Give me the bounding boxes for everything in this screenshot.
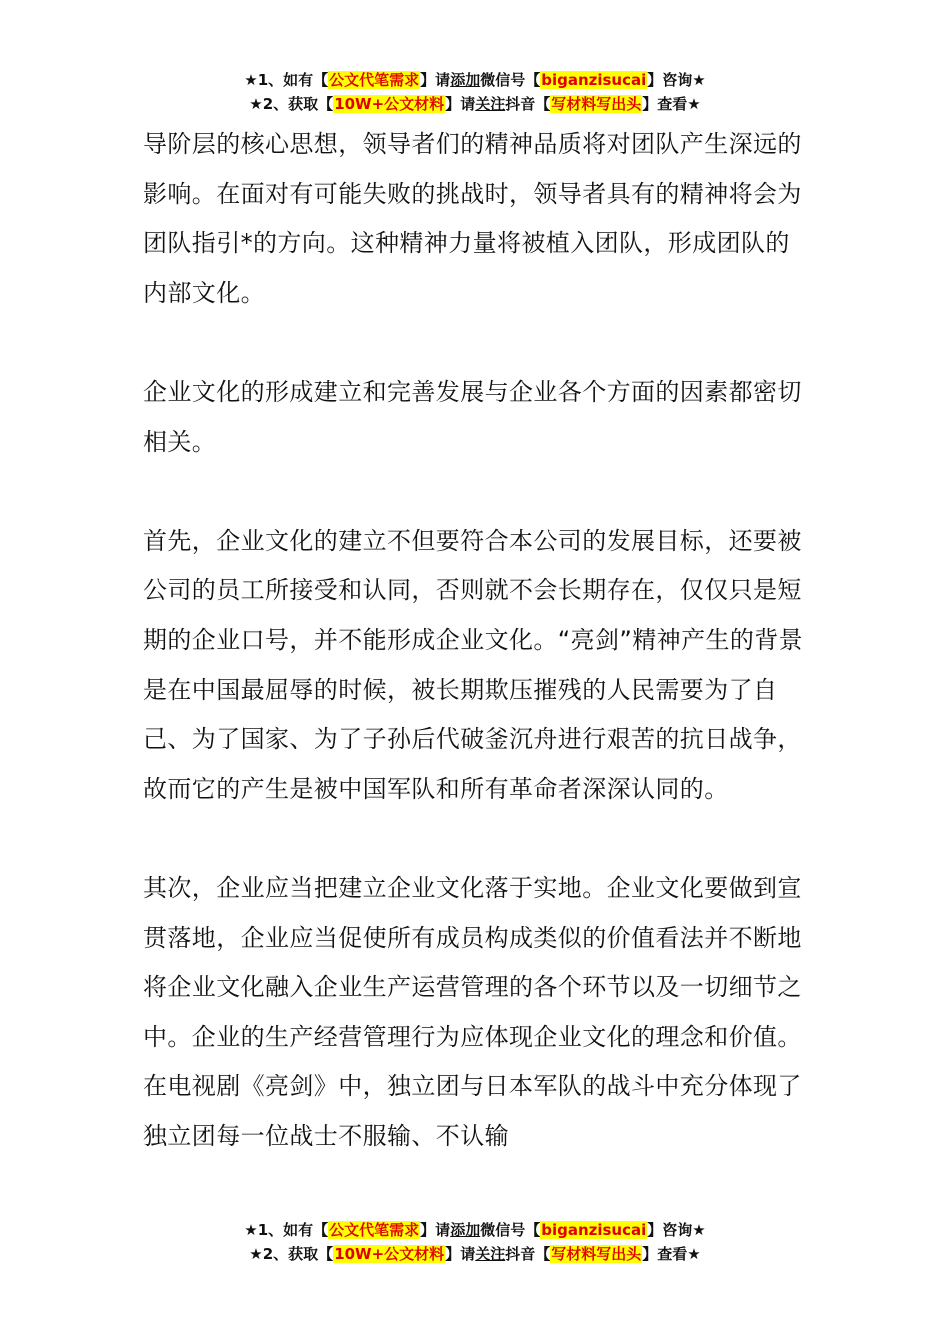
banner-highlight: 公文代笔需求 bbox=[329, 1221, 420, 1239]
banner-emphasis: 添加 bbox=[450, 1221, 481, 1239]
banner-text: 】请 bbox=[445, 95, 476, 113]
paragraph: 其次，企业应当把建立企业文化落于实地。企业文化要做到宣贯落地，企业应当促使所有成员构成类似的价值看法并不断地将企业文化融入企业生产运营管理的各个环节以及一切细节之中。企业的生产经营管理行为应体现企业文化的理念和价值。在电视剧《亮剑》中，独立团与日本军队的战斗中充分体现了独立团每一位战士不服输、不认输 bbox=[143, 873, 802, 1150]
banner-emphasis: 关注 bbox=[475, 1245, 506, 1263]
header-banner bbox=[0, 68, 950, 116]
banner-highlight: biganzisucai bbox=[541, 1221, 647, 1239]
banner-text: 】咨询★ bbox=[647, 71, 706, 89]
banner-text: 抖音【 bbox=[505, 1245, 551, 1263]
banner-text: 微信号【 bbox=[480, 1221, 541, 1239]
banner-text: 微信号【 bbox=[480, 71, 541, 89]
paragraph: 企业文化的形成建立和完善发展与企业各个方面的因素都密切相关。 bbox=[143, 377, 802, 456]
banner-emphasis: 添加 bbox=[450, 71, 481, 89]
banner-text: 】查看★ bbox=[642, 95, 701, 113]
banner-text: 】咨询★ bbox=[647, 1221, 706, 1239]
banner-text: 】请 bbox=[420, 71, 451, 89]
banner-text: 抖音【 bbox=[505, 95, 551, 113]
banner-text: ★1、如有【 bbox=[244, 1221, 329, 1239]
banner-text: 】请 bbox=[420, 1221, 451, 1239]
banner-text: ★2、获取【 bbox=[249, 95, 334, 113]
paragraph: 首先，企业文化的建立不但要符合本公司的发展目标，还要被公司的员工所接受和认同，否则就不会长期存在，仅仅只是短期的企业口号，并不能形成企业文化。“亮剑”精神产生的背景是在中国最屈辱的时候，被长期欺压摧残的人民需要为了自己、为了国家、为了子孙后代破釜沉舟进行艰苦的抗日战争，故而它的产生是被中国军队和所有革命者深深认同的。 bbox=[143, 526, 804, 803]
banner-highlight: 写材料写出头 bbox=[551, 95, 642, 113]
banner-text: ★2、获取【 bbox=[249, 1245, 334, 1263]
banner-text: ★1、如有【 bbox=[244, 71, 329, 89]
banner-text: 】请 bbox=[445, 1245, 476, 1263]
banner-line-2 bbox=[0, 1242, 950, 1266]
banner-highlight: 10W+公文材料 bbox=[334, 1245, 445, 1263]
document-body bbox=[143, 120, 813, 1161]
footer-banner bbox=[0, 1218, 950, 1266]
paragraph: 导阶层的核心思想，领导者们的精神品质将对团队产生深远的影响。在面对有可能失败的挑战时，领导者具有的精神将会为团队指引*的方向。这种精神力量将被植入团队，形成团队的内部文化。 bbox=[143, 130, 802, 307]
banner-emphasis: 关注 bbox=[475, 95, 506, 113]
banner-highlight: biganzisucai bbox=[541, 71, 647, 89]
banner-line-1 bbox=[0, 1218, 950, 1242]
banner-highlight: 公文代笔需求 bbox=[329, 71, 420, 89]
banner-line-1 bbox=[0, 68, 950, 92]
banner-highlight: 写材料写出头 bbox=[551, 1245, 642, 1263]
banner-highlight: 10W+公文材料 bbox=[334, 95, 445, 113]
banner-line-2 bbox=[0, 92, 950, 116]
banner-text: 】查看★ bbox=[642, 1245, 701, 1263]
